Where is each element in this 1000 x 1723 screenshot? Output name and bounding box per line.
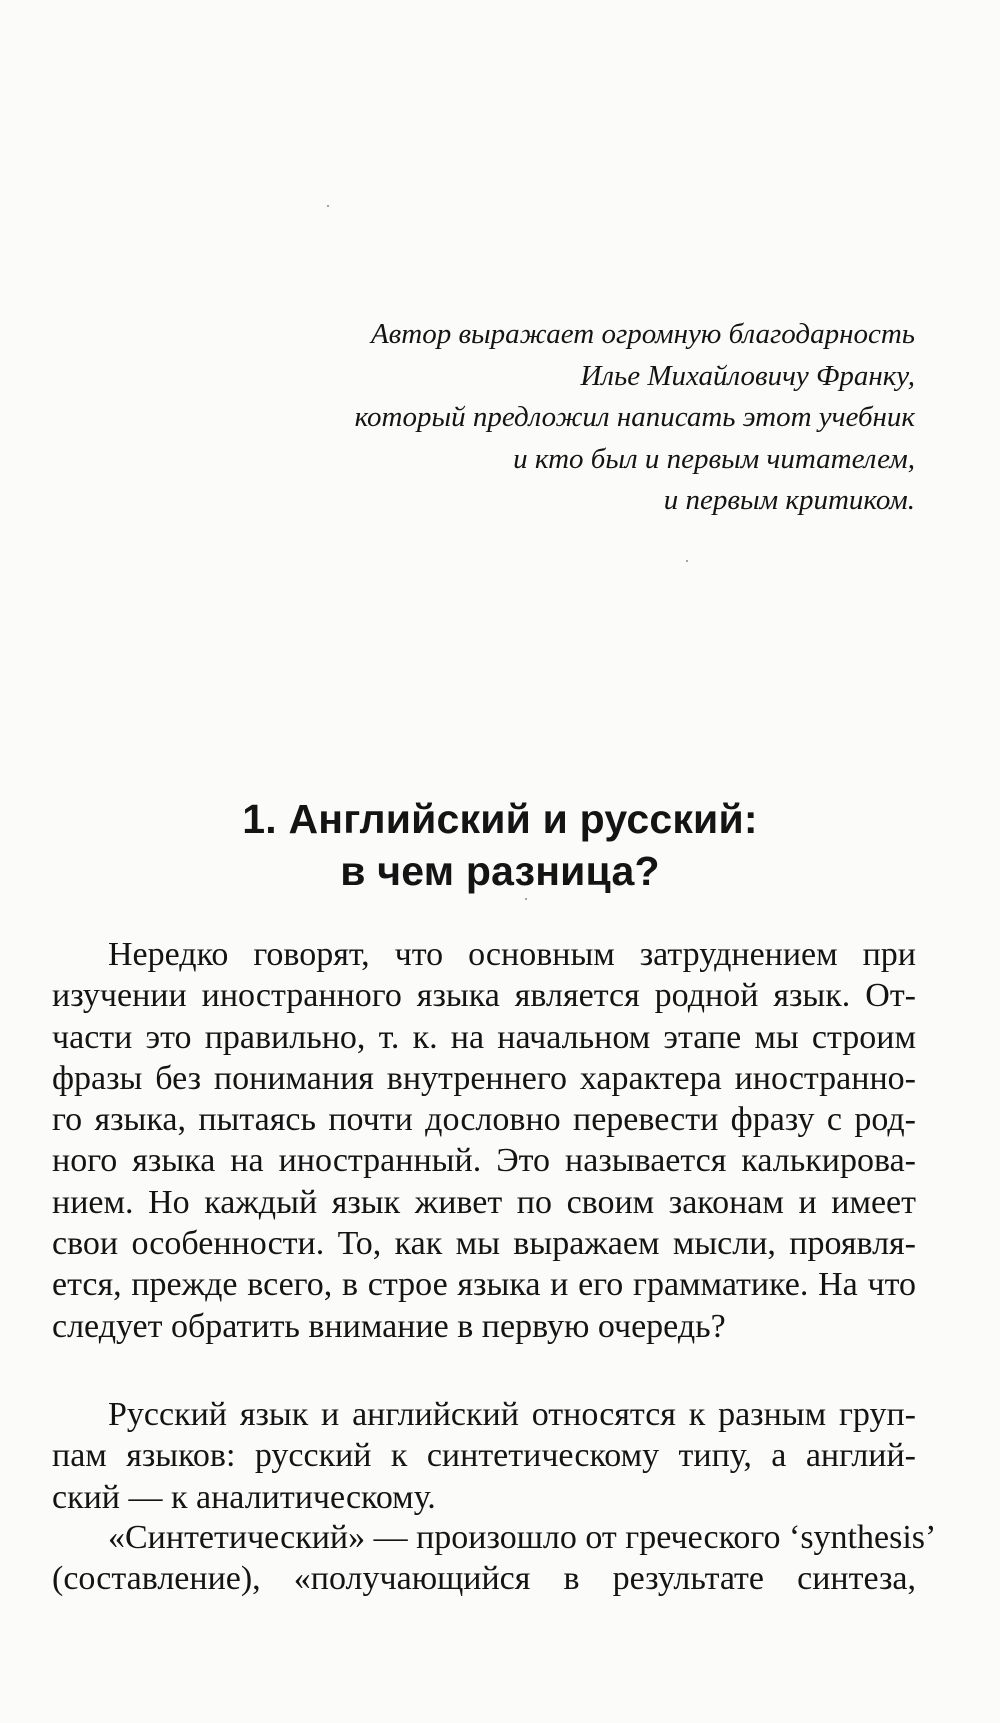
paragraph-line: Русский язык и английский относятся к разным груп-: [108, 1396, 916, 1433]
paragraph-line: части это правильно, т. к. на начальном этапе мы строим: [52, 1018, 916, 1056]
paragraph-line: следует обратить внимание в первую очередь?: [52, 1307, 726, 1345]
paragraph-line: свои особенности. То, как мы выражаем мысли, проявля-: [52, 1225, 916, 1263]
paragraph-line: нием. Но каждый язык живет по своим законам и имеет: [52, 1183, 916, 1221]
dedication: [250, 314, 915, 522]
paragraph-line: ский — к аналитическому.: [52, 1478, 436, 1516]
paragraph-1: [52, 934, 916, 1347]
paragraph-line: изучении иностранного языка является родной язык. От-: [52, 977, 916, 1015]
scan-speck: [686, 560, 688, 562]
paragraph-line: Нередко говорят, что основным затруднением при: [108, 936, 916, 973]
chapter-title: [60, 793, 940, 897]
paragraph-line: фразы без понимания внутреннего характера иностранно-: [52, 1059, 916, 1097]
paragraph-line: (составление), «получающийся в результате синтеза,: [52, 1560, 916, 1598]
chapter-title-line-1: 1. Английский и русский:: [242, 796, 758, 842]
dedication-line: Автор выражает огромную благодарность: [370, 318, 915, 350]
paragraph-3: [52, 1517, 937, 1600]
dedication-line: который предложил написать этот учебник: [354, 401, 915, 433]
scan-speck: [525, 898, 527, 900]
paragraph-line: го языка, пытаясь почти дословно перевести фразу с род-: [52, 1101, 916, 1139]
paragraph-line: «Синтетический» — произошло от греческого ‘synthesis’: [108, 1519, 937, 1556]
paragraph-line: ется, прежде всего, в строе языка и его грамматике. На что: [52, 1266, 916, 1304]
paragraph-line: пам языков: русский к синтетическому типу, а англий-: [52, 1437, 916, 1475]
dedication-line: и первым критиком.: [663, 484, 915, 516]
dedication-line: Илье Михайловичу Франку,: [580, 359, 915, 392]
paragraph-line: ного языка на иностранный. Это называется калькирова-: [52, 1142, 916, 1180]
dedication-line: и кто был и первым читателем,: [513, 442, 915, 475]
paragraph-2: [52, 1394, 916, 1518]
scan-speck: [327, 205, 329, 207]
chapter-title-line-2: в чем разница?: [340, 848, 660, 894]
